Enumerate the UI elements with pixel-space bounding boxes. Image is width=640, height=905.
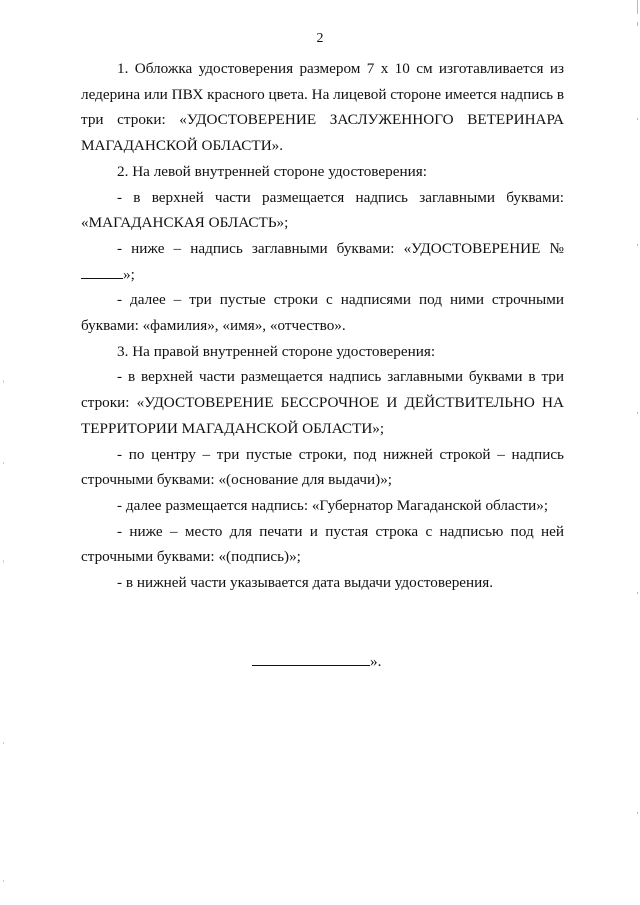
certificate-number-suffix: »; xyxy=(123,265,135,283)
paragraph-issue-date: - в нижней части указывается дата выдачи удостоверения. xyxy=(117,574,494,592)
paragraph-left-side-heading: 2. На левой внутренней стороне удостоверения: xyxy=(117,162,427,180)
paragraph-left-name-lines: - далее – три пустые строки с надписями под ними строчными буквами: «фамилия», «имя», «отчество». xyxy=(81,291,564,335)
left-edge-scan-marks xyxy=(3,0,5,905)
closing-suffix: ». xyxy=(370,653,382,670)
paragraph-right-center: - по центру – три пустые строки, под нижней строкой – надпись строчными буквами: «(основание для выдачи)»; xyxy=(81,445,564,489)
certificate-number-blank xyxy=(81,264,123,279)
page-number: 2 xyxy=(316,31,324,46)
paragraph-right-side-heading: 3. На правой внутренней стороне удостоверения: xyxy=(117,342,436,360)
paragraph-right-top: - в верхней части размещается надпись заглавными буквами в три строки: «УДОСТОВЕРЕНИЕ БЕССРОЧНОЕ И ДЕЙСТВИТЕЛЬНО НА ТЕРРИТОРИИ МАГАДАНСКОЙ ОБЛАСТИ»; xyxy=(81,368,564,437)
document-body xyxy=(81,56,564,596)
right-edge-scan-marks xyxy=(630,0,640,905)
certificate-number-text: - ниже – надпись заглавными буквами: «УДОСТОВЕРЕНИЕ № xyxy=(117,239,564,257)
paragraph-left-certificate-number xyxy=(81,236,564,287)
paragraph-left-top: - в верхней части размещается надпись заглавными буквами: «МАГАДАНСКАЯ ОБЛАСТЬ»; xyxy=(81,188,564,232)
paragraph-cover: 1. Обложка удостоверения размером 7 х 10 см изготавливается из ледерина или ПВХ красного цвета. На лицевой стороне имеется надпись в три строки: «УДОСТОВЕРЕНИЕ ЗАСЛУЖЕННОГО ВЕТЕРИНАРА МАГАДАНСКОЙ ОБЛАСТИ». xyxy=(81,60,564,155)
closing-line xyxy=(252,650,381,672)
paragraph-stamp-signature: - ниже – место для печати и пустая строка с надписью под ней строчными буквами: «(подпись)»; xyxy=(81,522,564,566)
paragraph-governor: - далее размещается надпись: «Губернатор Магаданской области»; xyxy=(117,496,549,514)
closing-underline xyxy=(252,650,370,666)
